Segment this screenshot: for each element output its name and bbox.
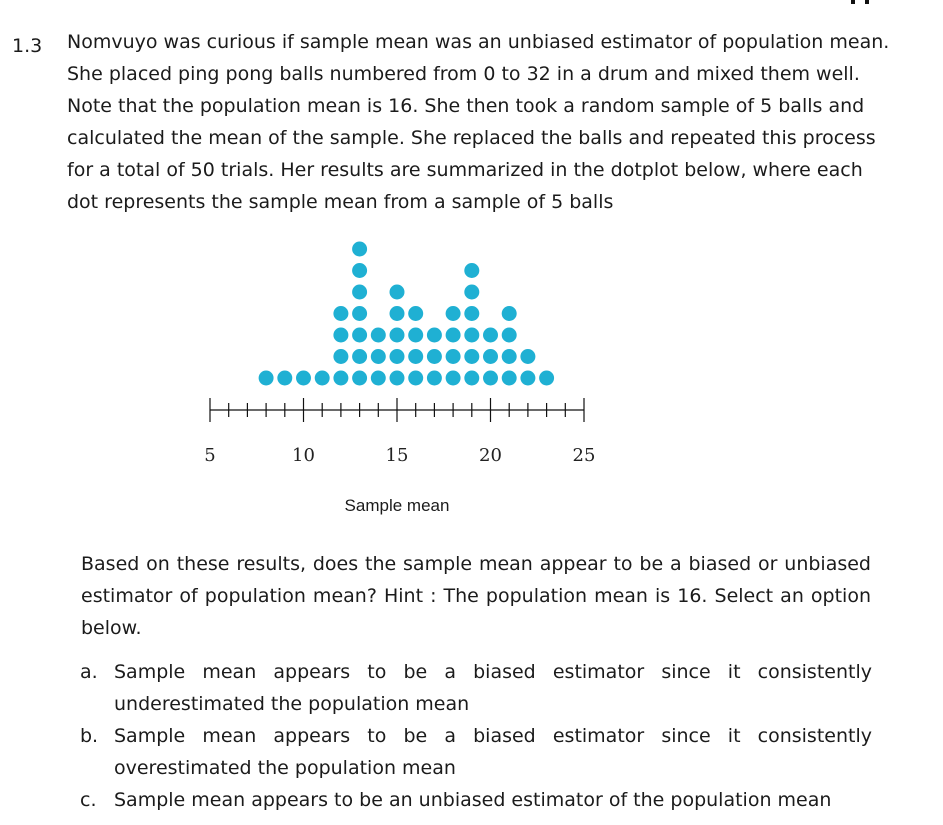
dot-mark [464,263,479,278]
intro-line: calculated the mean of the sample. She replaced the balls and repeated this process [67,127,876,149]
option-c[interactable] [80,784,872,816]
dot-mark [502,306,517,321]
dot-mark [483,328,498,343]
dotplot-svg [195,250,605,520]
intro-line: dot represents the sample mean from a sample of 5 balls [67,191,614,213]
dot-mark [446,306,461,321]
dot-mark [464,349,479,364]
option-text: Sample mean appears to be an unbiased estimator of the population mean [114,789,832,811]
dot-mark [371,371,386,386]
dot-mark [352,371,367,386]
option-a[interactable] [80,656,872,720]
dot-mark [446,328,461,343]
tick-label: 10 [292,445,315,466]
dot-mark [352,263,367,278]
dot-mark [520,349,535,364]
dot-mark [464,371,479,386]
option-text: Sample mean appears to be a biased estimator since it consistently underestimated the population mean [114,661,872,715]
dot-mark [446,371,461,386]
dot-mark [502,371,517,386]
dot-mark [352,349,367,364]
option-b[interactable] [80,720,872,784]
dot-mark [390,306,405,321]
option-text: Sample mean appears to be a biased estimator since it consistently overestimated the population mean [114,725,872,779]
dot-mark [259,371,274,386]
dotplot-chart [195,250,605,520]
intro-line: for a total of 50 trials. Her results are summarized in the dotplot below, where each [67,159,863,181]
dot-mark [352,306,367,321]
dot-mark [427,328,442,343]
dot-mark [483,371,498,386]
dot-mark [390,285,405,300]
question-number: 1.3 [12,35,43,57]
dot-mark [390,349,405,364]
dot-mark [446,349,461,364]
dot-mark [483,349,498,364]
tick-label: 25 [572,445,596,466]
dot-mark [502,349,517,364]
dot-mark [333,371,348,386]
dot-mark [371,328,386,343]
tick-label: 5 [204,445,216,466]
intro-line: She placed ping pong balls numbered from 0 to 32 in a drum and mixed them well. [67,63,860,85]
tick-label: 15 [385,445,409,466]
dot-mark [408,349,423,364]
dot-mark [520,371,535,386]
dot-mark [539,371,554,386]
dot-mark [464,328,479,343]
dot-mark [352,242,367,257]
option-letter: b. [80,725,99,747]
dot-mark [464,285,479,300]
dot-mark [352,328,367,343]
dot-mark [333,349,348,364]
question-prompt: Based on these results, does the sample mean appear to be a biased or unbiased estimator of population mean? Hint : The population mean is 16. Select an option below. [81,553,871,639]
dot-mark [277,371,292,386]
dot-mark [408,371,423,386]
question-intro [67,26,890,218]
dot-mark [427,371,442,386]
x-axis-label: Sample mean [344,496,450,515]
dot-mark [502,328,517,343]
dot-mark [352,285,367,300]
page-corner-mark [851,0,869,4]
tick-label: 20 [479,445,502,466]
dot-mark [408,306,423,321]
dot-mark [390,371,405,386]
dot-mark [408,328,423,343]
intro-line: Nomvuyo was curious if sample mean was an unbiased estimator of population mean. [67,31,890,53]
dot-mark [296,371,311,386]
dot-mark [390,328,405,343]
dot-mark [315,371,330,386]
dot-mark [371,349,386,364]
dot-mark [464,306,479,321]
intro-line: Note that the population mean is 16. She then took a random sample of 5 balls and [67,95,865,117]
dot-mark [427,349,442,364]
option-letter: a. [80,661,98,683]
dot-mark [333,306,348,321]
option-letter: c. [80,789,97,811]
answer-options [80,656,872,816]
dot-mark [333,328,348,343]
